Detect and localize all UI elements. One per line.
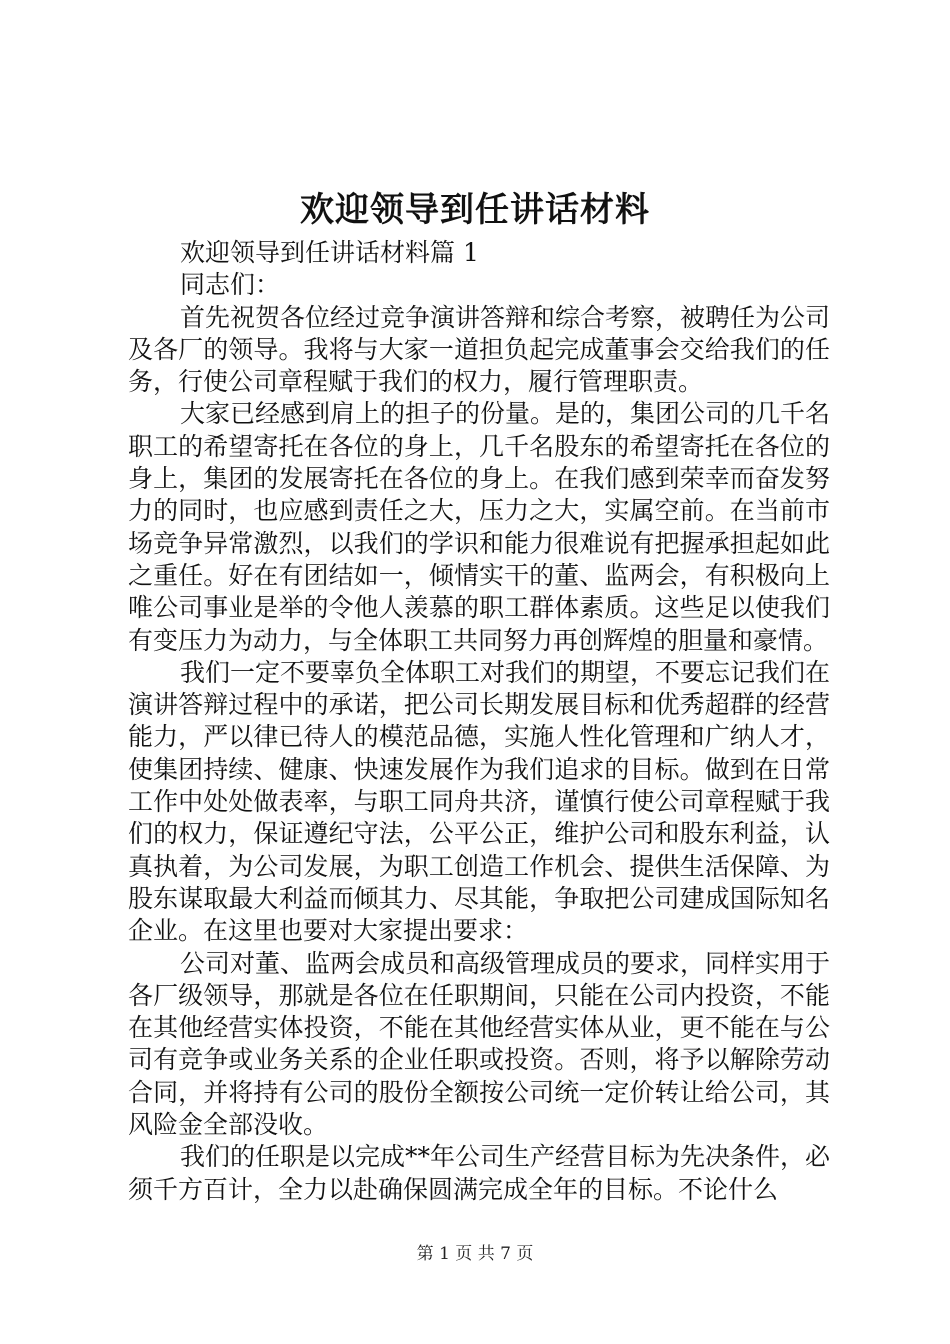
document-body — [128, 237, 830, 1206]
salutation: 同志们： — [180, 270, 281, 300]
paragraph-2: 大家已经感到肩上的担子的份量。是的，集团公司的几千名职工的希望寄托在各位的身上，几千名股东的希望寄托在各位的身上，集团的发展寄托在各位的身上。在我们感到荣幸而奋发努力的同时，也应感到责任之大，压力之大，实属空前。在当前市场竞争异常激烈，以我们的学识和能力很难说有把握承担起如此之重任。好在有团结如一，倾情实干的董、监两会，有积极向上唯公司事业是举的令他人羡慕的职工群体素质。这些足以使我们有变压力为动力，与全体职工共同努力再创辉煌的胆量和豪情。 — [128, 399, 831, 655]
paragraph-4: 公司对董、监两会成员和高级管理成员的要求，同样实用于各厂级领导，那就是各位在任职期间，只能在公司内投资，不能在其他经营实体投资，不能在其他经营实体从业，更不能在与公司有竞争或业务关系的企业任职或投资。否则，将予以解除劳动合同，并将持有公司的股份全额按公司统一定价转让给公司，其风险金全部没收。 — [128, 948, 831, 1140]
section-heading: 欢迎领导到任讲话材料篇 1 — [180, 238, 479, 267]
paragraph-1: 首先祝贺各位经过竞争演讲答辩和综合考察，被聘任为公司及各厂的领导。我将与大家一道担负起完成董事会交给我们的任务，行使公司章程赋于我们的权力，履行管理职责。 — [128, 302, 831, 397]
paragraph-3: 我们一定不要辜负全体职工对我们的期望，不要忘记我们在演讲答辩过程中的承诺，把公司长期发展目标和优秀超群的经营能力，严以律已待人的模范品德，实施人性化管理和广纳人才，使集团持续、健康、快速发展作为我们追求的目标。做到在日常工作中处处做表率，与职工同舟共济，谨慎行使公司章程赋于我们的权力，保证遵纪守法，公平公正，维护公司和股东利益，认真执着，为公司发展，为职工创造工作机会、提供生活保障、为股东谋取最大利益而倾其力、尽其能，争取把公司建成国际知名企业。在这里也要对大家提出要求： — [128, 657, 831, 946]
paragraph-5: 我们的任职是以完成**年公司生产经营目标为先决条件，必须千方百计，全力以赴确保圆满完成全年的目标。不论什么 — [128, 1142, 831, 1204]
document-title: 欢迎领导到任讲话材料 — [300, 190, 650, 230]
page-footer: 第 1 页 共 7 页 — [416, 1244, 534, 1264]
